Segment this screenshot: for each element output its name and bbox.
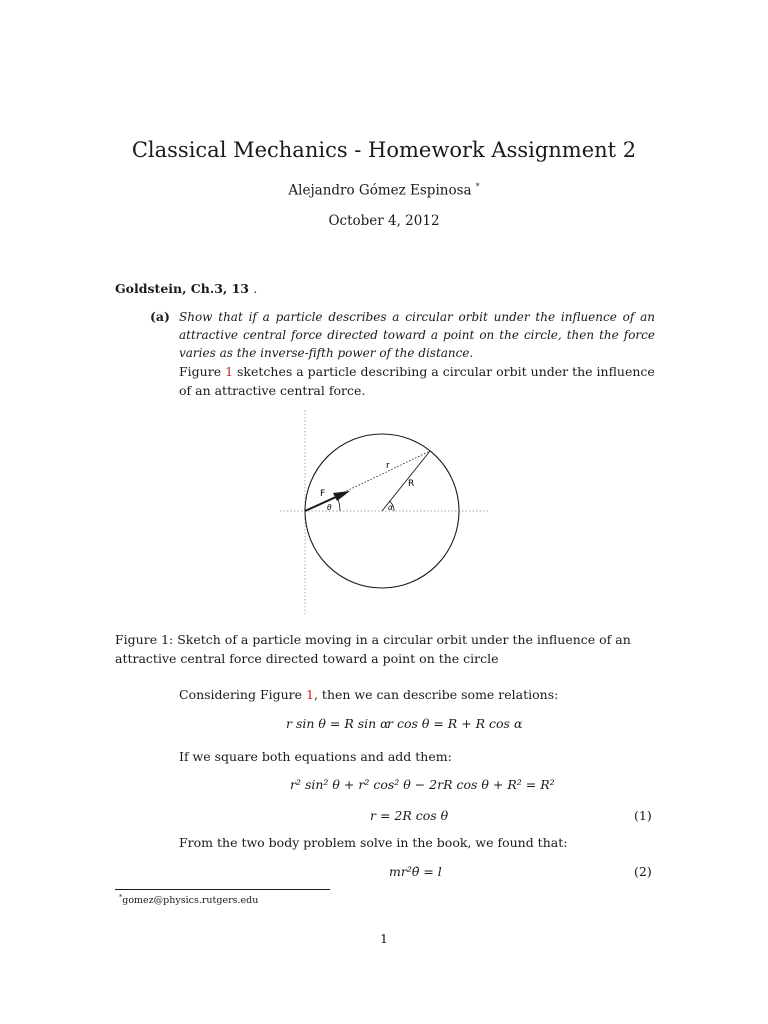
- footnote-rule: [115, 889, 330, 890]
- label-theta: θ: [327, 503, 332, 512]
- equation-1: r = 2R cos θ: [370, 808, 449, 823]
- equation-squared-sum: r² sin² θ + r² cos² θ − 2rR cos θ + R² = R²: [290, 777, 555, 792]
- p1-suffix: , then we can describe some relations:: [313, 687, 559, 702]
- equation-cosine-relation: r cos θ = R + R cos α: [387, 716, 523, 731]
- orbit-figure: [270, 400, 500, 620]
- body-paragraph-1: [179, 685, 655, 704]
- label-r: r: [386, 461, 390, 471]
- force-arrowhead: [333, 491, 350, 501]
- problem-heading-text: Goldstein, Ch.3, 13: [115, 281, 249, 296]
- problem-heading: [115, 281, 257, 296]
- part-label: (a): [150, 309, 170, 324]
- body-paragraph-3: From the two body problem solve in the book, we found that:: [179, 835, 568, 850]
- footnote-mark: *: [119, 893, 123, 901]
- equation-1-number: (1): [634, 808, 652, 823]
- footnote-email: gomez@physics.rutgers.edu: [122, 895, 259, 907]
- equation-2-number: (2): [634, 864, 652, 879]
- label-alpha: α: [388, 503, 393, 512]
- radius-R-line: [382, 451, 430, 511]
- footnote: [119, 893, 258, 906]
- figure-caption: Figure 1: Sketch of a particle moving in a circular orbit under the influence of an attractive central force directed toward a point on the circle: [115, 632, 631, 666]
- figure-reference-link[interactable]: 1: [225, 364, 234, 379]
- equation-sine-relation: r sin θ = R sin α: [286, 716, 389, 731]
- theta-arc: [338, 499, 340, 511]
- figure-reference-link-2[interactable]: 1: [306, 687, 314, 702]
- paper-date: October 4, 2012: [328, 213, 440, 229]
- body-paragraph-2: If we square both equations and add them:: [179, 749, 452, 764]
- problem-heading-suffix: .: [253, 281, 258, 296]
- figure-intro-paragraph: [179, 362, 655, 400]
- intro-prefix: Figure: [179, 364, 226, 379]
- equation-2: mr²θ̇ = l: [389, 864, 442, 879]
- p1-prefix: Considering Figure: [179, 687, 307, 702]
- label-F: F: [320, 489, 326, 499]
- author-footnote-mark: *: [475, 182, 480, 191]
- author-name: Alejandro Gómez Espinosa: [288, 182, 472, 199]
- problem-statement: Show that if a particle describes a circular orbit under the influence of an attractive central force directed toward a point on the circle, then the force varies as the inverse-fifth power of the distance.: [179, 310, 655, 360]
- paper-title: Classical Mechanics - Homework Assignment 2: [131, 138, 637, 162]
- intro-suffix: sketches a particle describing a circular orbit under the influence of an attractive central force.: [179, 364, 655, 398]
- author-line: [0, 182, 768, 199]
- page-number: 1: [380, 931, 388, 946]
- label-R: R: [408, 479, 415, 489]
